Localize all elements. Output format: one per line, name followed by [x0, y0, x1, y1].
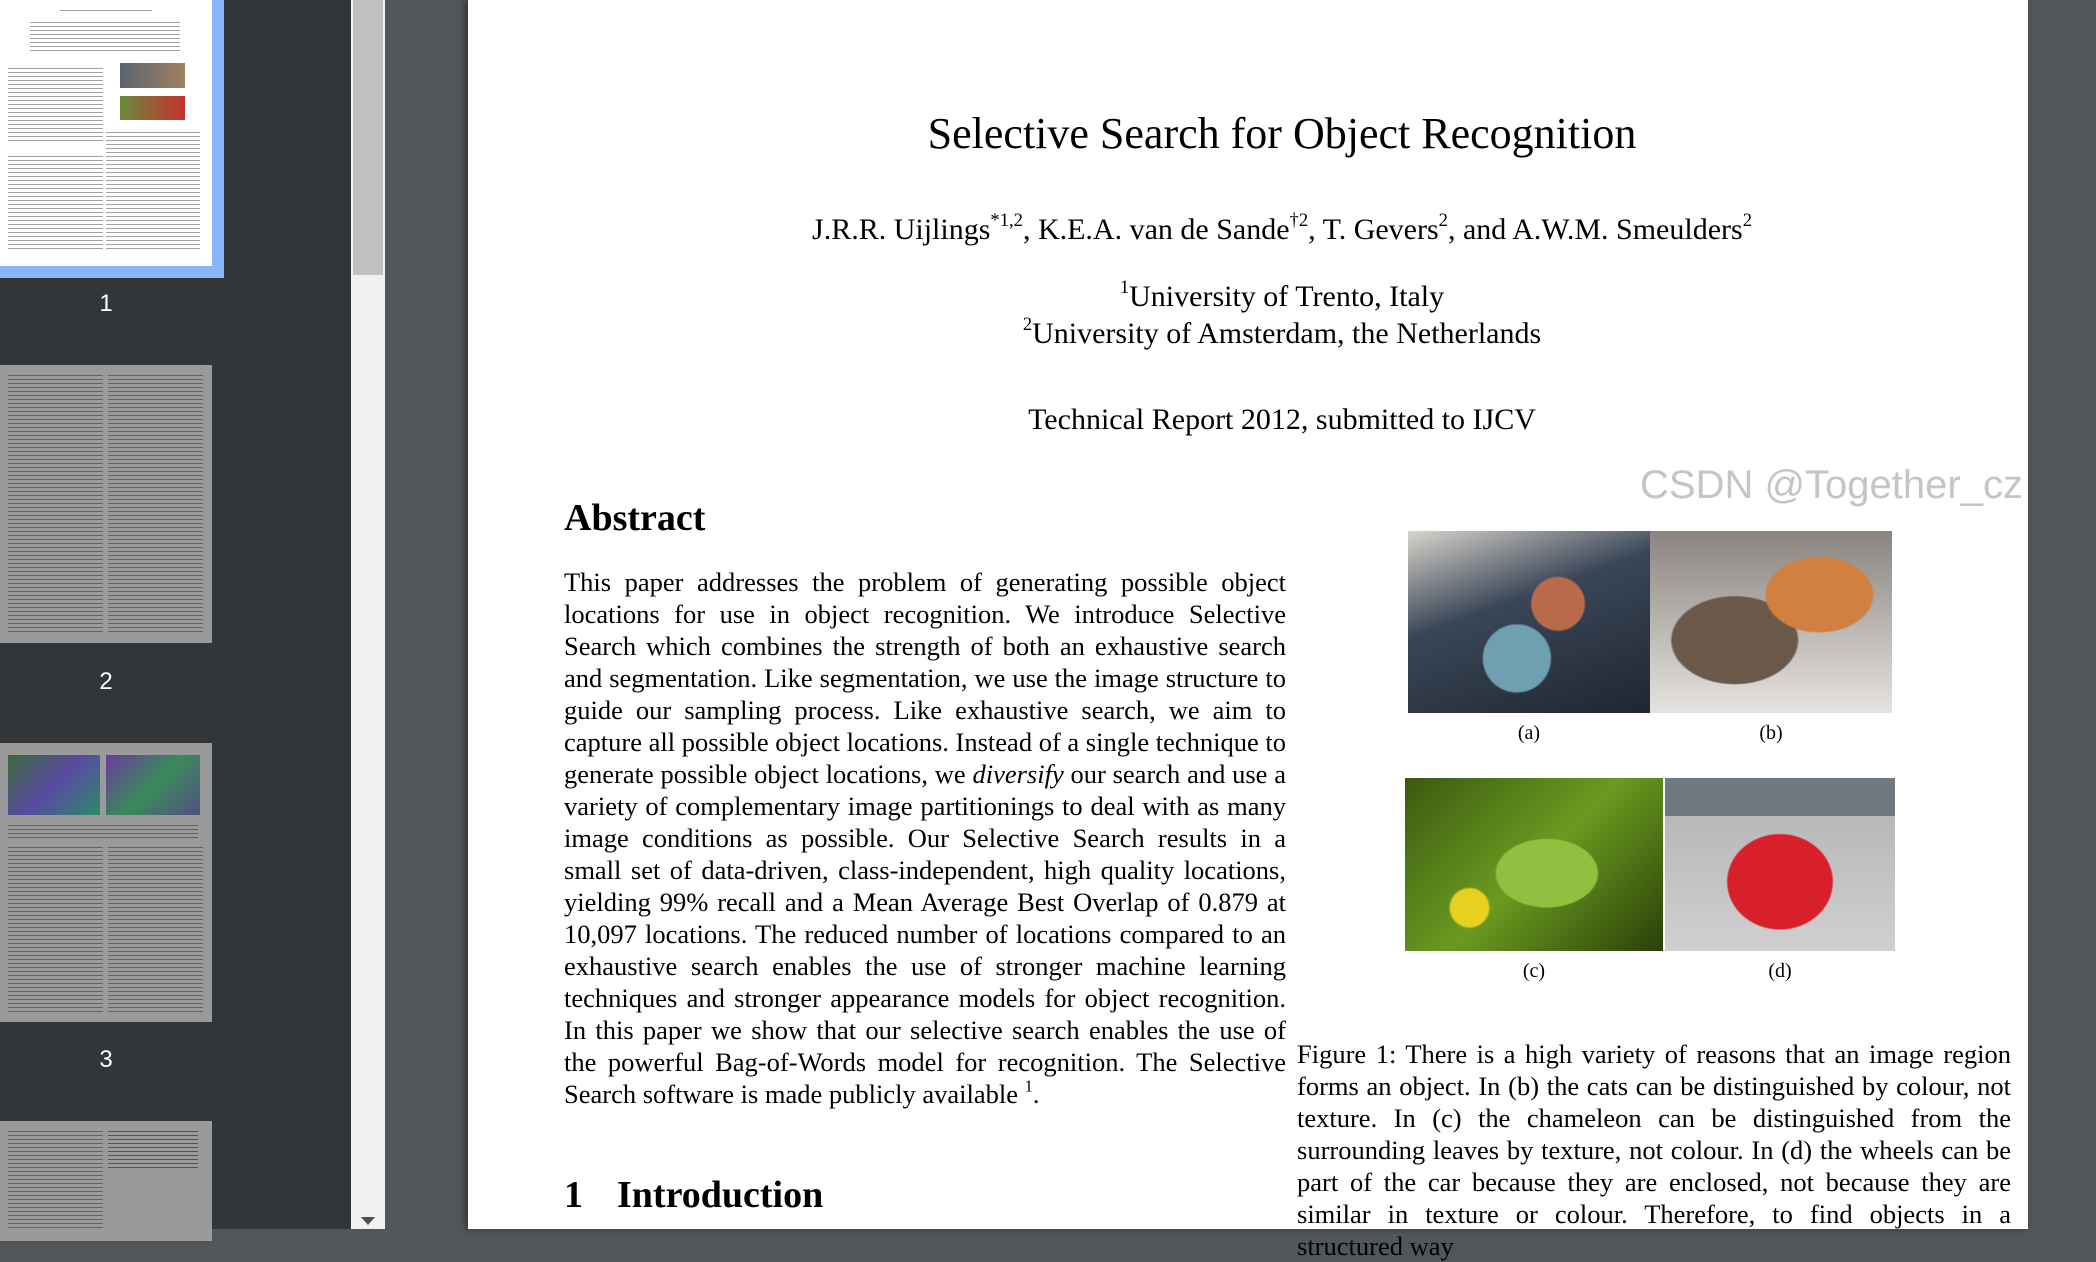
thumbnail-sidebar — [0, 0, 351, 1229]
thumbnail-page-2[interactable] — [0, 365, 212, 643]
report-line: Technical Report 2012, submitted to IJCV — [1028, 403, 1536, 436]
affiliation-1: $^1$University of Trento, Italy — [1119, 276, 1445, 313]
thumbnail-page-4[interactable] — [0, 1121, 212, 1241]
abstract-heading: Abstract — [564, 497, 706, 539]
figure-label-a: (a) — [1517, 722, 1541, 744]
figure-image-c-chameleon — [1405, 778, 1663, 951]
figure-image-a-table — [1408, 531, 1650, 713]
watermark: CSDN @Together_cz — [1640, 463, 2023, 507]
scroll-down-arrow-icon[interactable] — [361, 1217, 375, 1225]
thumbnail-page-number: 2 — [99, 668, 113, 695]
sidebar-scrollbar[interactable] — [351, 0, 385, 1229]
section-heading-introduction: 1 Introduction — [564, 1174, 824, 1216]
figure-image-d-car — [1665, 778, 1895, 951]
paper-authors: J.R.R. Uijlings$^{*1,2}$, K.E.A. van de Sande$^{\dagger 2}$, T. Gevers$^2$, and A.W.M. Smeulders$^2$ — [812, 209, 1752, 246]
paper-title: Selective Search for Object Recognition — [927, 109, 1637, 158]
thumbnail-page-3[interactable] — [0, 743, 212, 1022]
abstract-text: This paper addresses the problem of generating possible object locations for use in object recognition. We introduce Selective Search which combines the strength of both an exhaustive search and segmentation. Like segmentation, we use the image structure to guide our sampling process. Like exhaustive search, we aim to capture all possible object locations. Instead of a single technique to generate possible object locations, we diversify our search and use a variety of complementary image partitionings to deal with as many image conditions as possible. Our Selective Search results in a small set of data-driven, class-independent, high quality locations, yielding 99% recall and a Mean Average Best Overlap of 0.879 at 10,097 locations. The reduced number of locations compared to an exhaustive search enables the use of stronger machine learning techniques and stronger appearance models for object recognition. In this paper we show that our selective search enables the use of the powerful Bag-of-Words model for recognition. The Selective Search software is made publicly available $^1$. — [564, 567, 1286, 1109]
figure-label-d: (d) — [1768, 960, 1792, 982]
figure-caption: Figure 1: There is a high variety of reasons that an image region forms an object. In (b) the cats can be distinguished by colour, not texture. In (c) the chameleon can be distinguished from the surrounding leaves by texture, not colour. In (d) the wheels can be part of the car because they are enclosed, not because they are similar in texture or colour. Therefore, to find objects in a structured way — [1297, 1039, 2011, 1261]
thumbnail-page-number: 3 — [99, 1046, 113, 1073]
thumbnail-page-number: 1 — [99, 290, 113, 317]
figure-label-b: (b) — [1759, 722, 1783, 744]
thumbnail-page-1[interactable] — [0, 0, 212, 266]
pdf-page — [468, 0, 2028, 1261]
scrollbar-thumb[interactable] — [353, 0, 383, 275]
figure-label-c: (c) — [1522, 960, 1546, 982]
affiliation-2: $^2$University of Amsterdam, the Netherlands — [1022, 313, 1542, 350]
figure-image-b-cats — [1650, 531, 1892, 713]
